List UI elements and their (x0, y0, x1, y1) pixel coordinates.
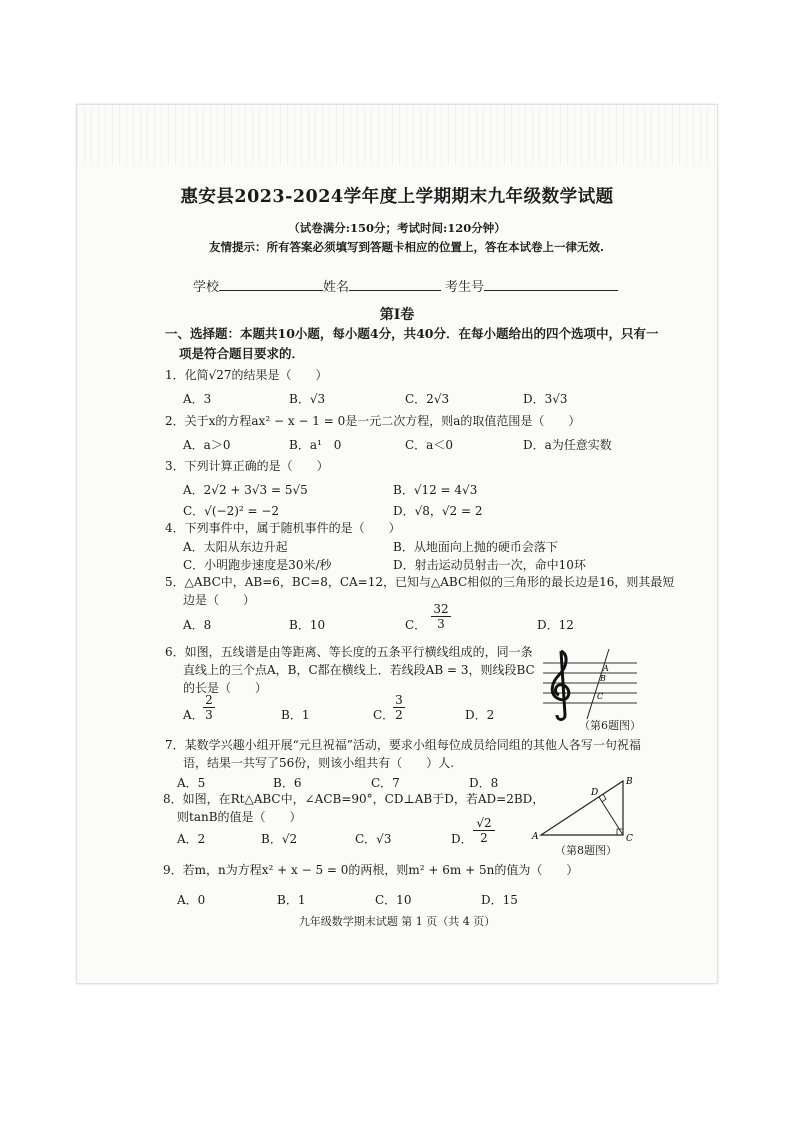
q5-c-numerator: 32 (431, 602, 451, 617)
q3-option-c: C．√(−2)² = −2 (183, 504, 280, 518)
q8-line-1: 8．如图，在Rt△ABC中，∠ACB=90°，CD⊥AB于D，若AD=2BD， (163, 792, 545, 806)
exam-subtitle: （试卷满分:150分；考试时间:120分钟） (288, 221, 506, 235)
exam-no-blank (484, 278, 618, 291)
school-blank (219, 278, 323, 291)
q8-option-b: B．√2 (261, 832, 298, 846)
q6-line-2: 直线上的三个点A，B，C都在横线上．若线段AB = 3，则线段BC (183, 663, 535, 677)
fig8-label-c: C (626, 834, 633, 844)
q1-option-b: B．√3 (289, 392, 326, 406)
q8-option-a: A．2 (177, 832, 206, 846)
q7-line-1: 7．某数学兴趣小组开展“元旦祝福”活动，要求小组每位成员给同组的其他人各写一句祝福 (165, 738, 641, 752)
q3-option-d: D．√8，√2 = 2 (393, 504, 483, 518)
q9-option-a: A．0 (177, 893, 206, 907)
volume-title: 第Ⅰ卷 (379, 307, 415, 323)
q9-option-b: B．1 (277, 893, 306, 907)
right-angle-d-mark (602, 794, 606, 802)
oblique-line (587, 649, 609, 719)
q3-stem: 3．下列计算正确的是（ ） (165, 459, 329, 473)
notice-text: 友情提示：所有答案必须填写到答题卡相应的位置上，答在本试卷上一律无效. (209, 240, 604, 254)
q4-option-d: D．射击运动员射击一次，命中10环 (393, 558, 586, 572)
q1-option-a: A．3 (183, 392, 212, 406)
q4-option-a: A．太阳从东边升起 (183, 540, 288, 554)
q3-option-a: A．2√2 + 3√3 = 5√5 (183, 483, 308, 497)
q5-line-2: 边是（ ） (183, 593, 256, 607)
q6-option-c (373, 706, 394, 723)
q8-line-2: 则tanB的值是（ ） (177, 810, 302, 824)
q6-c-denominator: 2 (395, 708, 403, 722)
treble-clef-icon (552, 651, 569, 720)
q9-option-c: C．10 (375, 893, 412, 907)
section-heading (165, 324, 665, 364)
q7-option-d: D．8 (469, 776, 499, 790)
scan-noise (77, 105, 717, 165)
exam-sheet (76, 104, 718, 984)
triangle-abc (541, 781, 623, 835)
q2-stem: 2．关于x的方程ax² − x − 1 = 0是一元二次方程，则a的取值范围是（ ） (165, 414, 581, 428)
q8-d-denominator: 2 (480, 831, 488, 845)
fig8-label-d: D (591, 788, 599, 798)
q6-option-b: B．1 (281, 708, 310, 722)
q4-stem: 4．下列事件中，属于随机事件的是（ ） (165, 521, 401, 535)
q6-a-denominator: 3 (205, 708, 213, 722)
q1-option-c: C．2√3 (405, 392, 450, 406)
q6-a-fraction (203, 693, 215, 722)
q7-option-a: A．5 (177, 776, 206, 790)
q8-d-prefix: D． (451, 832, 473, 846)
q6-c-fraction (393, 693, 405, 722)
q4-option-b: B．从地面向上抛的硬币会落下 (393, 540, 558, 554)
q6-option-a (183, 706, 204, 723)
q7-option-c: C．7 (371, 776, 400, 790)
q6-c-numerator: 3 (393, 693, 405, 708)
q6-a-prefix: A． (183, 708, 204, 722)
q3-option-b: B．√12 = 4√3 (393, 483, 478, 497)
fig6-label-c: C (597, 692, 604, 701)
q1-stem: 1．化简√27的结果是（ ） (165, 368, 328, 382)
q5-c-denominator: 3 (437, 617, 445, 631)
q5-option-c (405, 616, 426, 633)
q6-line-1: 6．如图，五线谱是由等距离、等长度的五条平行横线组成的，同一条 (165, 645, 533, 659)
q7-line-2: 语，结果一共写了56份，则该小组共有（ ）人. (183, 756, 455, 770)
q6-a-numerator: 2 (203, 693, 215, 708)
q7-option-b: B．6 (273, 776, 302, 790)
q5-c-fraction (431, 602, 451, 631)
q4-option-c: C．小明跑步速度是30米/秒 (183, 558, 332, 572)
q9-stem: 9．若m，n为方程x² + x − 5 = 0的两根，则m² + 6m + 5n的值为（ ） (163, 863, 579, 877)
q5-option-a: A．8 (183, 618, 212, 632)
q8-triangle-figure (531, 775, 641, 847)
q6-option-d: D．2 (465, 708, 495, 722)
exam-title: 惠安县2023-2024学年度上学期期末九年级数学试题 (180, 187, 614, 207)
q5-c-prefix: C． (405, 618, 427, 632)
name-blank (349, 278, 441, 291)
q5-option-b: B．10 (289, 618, 326, 632)
q2-option-c: C．a＜0 (405, 438, 453, 452)
q6-line-3: 的长是（ ） (183, 681, 268, 695)
q5-line-1: 5．△ABC中，AB=6，BC=8，CA=12，已知与△ABC相似的三角形的最长边是16，则其最短 (165, 575, 675, 589)
section-line-1: 一、选择题：本题共10小题，每小题4分，共40分．在每小题给出的四个选项中，只有一 (165, 326, 659, 341)
info-line (193, 276, 618, 295)
name-label: 姓名 (323, 280, 350, 295)
q5-option-d: D．12 (537, 618, 574, 632)
q2-option-b: B．a¹ 0 (289, 438, 342, 452)
q6-c-prefix: C． (373, 708, 395, 722)
fig8-label-a: A (532, 832, 539, 842)
fig6-label-a: A (603, 664, 609, 673)
fig8-label-b: B (626, 777, 633, 787)
q8-figure-caption: （第8题图） (555, 844, 617, 857)
q9-option-d: D．15 (481, 893, 518, 907)
q8-option-d (451, 830, 473, 847)
school-label: 学校 (193, 280, 220, 295)
q2-option-a: A．a＞0 (183, 438, 231, 452)
q8-option-c: C．√3 (355, 832, 392, 846)
exam-no-label: 考生号 (445, 280, 485, 295)
q6-figure-caption: （第6题图） (579, 719, 641, 732)
page-footer: 九年级数学期末试题 第 1 页（共 4 页） (298, 915, 496, 928)
q1-option-d: D．3√3 (523, 392, 568, 406)
q8-d-fraction (473, 816, 495, 845)
q2-option-d: D．a为任意实数 (523, 438, 612, 452)
section-line-2: 项是符合题目要求的． (179, 346, 305, 361)
fig6-label-b: B (600, 674, 606, 683)
q8-d-numerator: √2 (473, 816, 495, 831)
